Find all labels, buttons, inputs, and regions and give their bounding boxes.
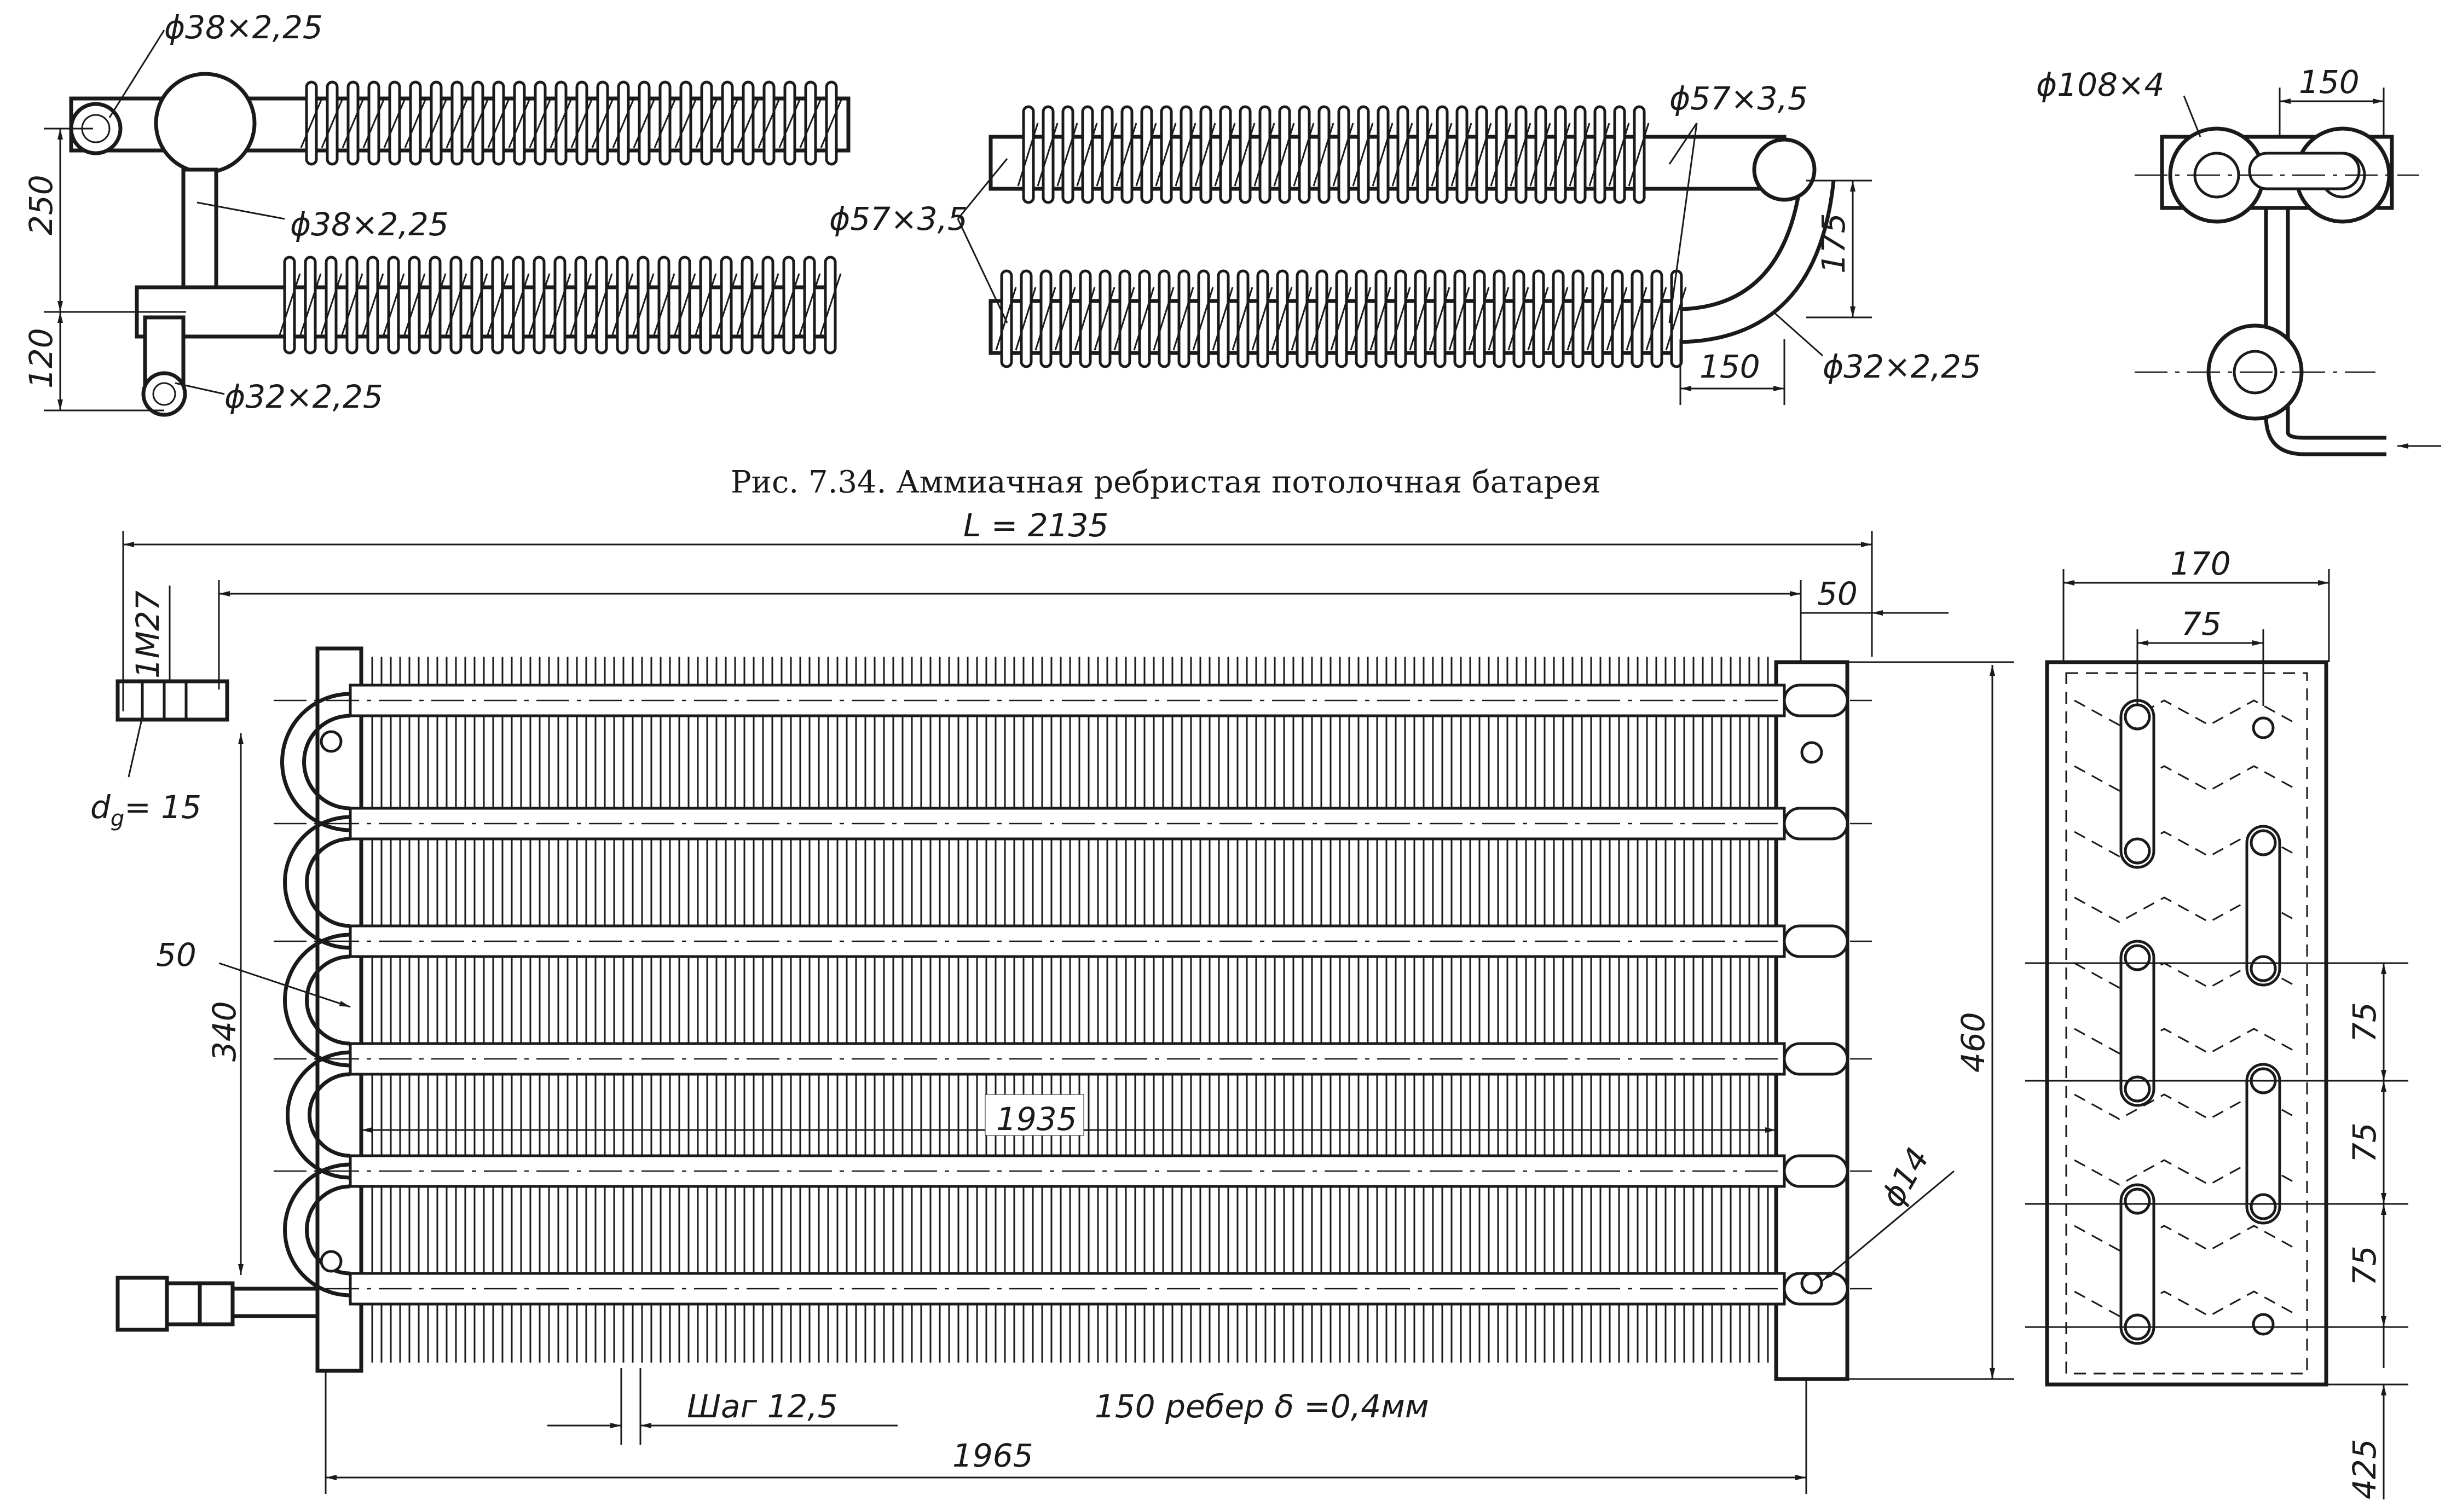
label-d32-left: ϕ32×2,25	[224, 378, 383, 415]
label-dim-75-b: 75	[2346, 1122, 2383, 1163]
label-dg: d	[90, 789, 111, 826]
label-dim-150-bend: 150	[1699, 348, 1760, 385]
label-fins: 150 ребер δ =0,4мм	[1095, 1388, 1429, 1425]
tube-end	[1784, 1156, 1847, 1186]
label-dg-val: = 15	[124, 789, 202, 826]
side-frame	[2047, 662, 2326, 1384]
tube-slot	[2247, 1064, 2280, 1223]
lower-right-fins	[996, 271, 1686, 367]
tube-slot	[2247, 826, 2280, 985]
label-dim-120: 120	[22, 328, 60, 389]
tube-end	[1784, 1044, 1847, 1074]
tube-end	[1784, 808, 1847, 839]
label-dim-425: 425	[2346, 1439, 2383, 1499]
label-dim-250: 250	[22, 175, 60, 235]
top-right-end-view	[2036, 63, 2441, 454]
label-dim-50-top: 50	[1817, 575, 1858, 612]
figure-caption: Рис. 7.34. Аммиачная ребристая потолочная батарея	[731, 465, 1601, 500]
inlet-fitting	[118, 681, 227, 720]
tube-end	[1784, 926, 1847, 957]
svg-text:dg= 15	[90, 789, 201, 831]
outlet-nut-1	[118, 1278, 167, 1330]
label-dim-150-side: 150	[2299, 63, 2360, 101]
label-d38-mid: ϕ38×2,25	[290, 206, 449, 243]
label-d38-top: ϕ38×2,25	[164, 9, 323, 46]
top-left-fragment	[22, 9, 848, 415]
top-middle-fragment	[829, 80, 1981, 405]
label-dim-175: 175	[1815, 213, 1852, 274]
label-dim-50-left: 50	[156, 936, 196, 974]
tube-rows	[274, 685, 1872, 1304]
label-pitch: Шаг 12,5	[687, 1388, 838, 1425]
label-d32-right: ϕ32×2,25	[1823, 348, 1981, 385]
right-end-plate	[1776, 662, 1847, 1379]
tube-slot	[2121, 1185, 2154, 1343]
battery-front-view	[90, 507, 2014, 1494]
label-dim-75-a: 75	[2346, 1002, 2383, 1042]
collector-ball	[156, 74, 255, 172]
bolt-hole	[2253, 1314, 2273, 1334]
bolt-hole	[2253, 718, 2273, 738]
label-dim-1935: 1935	[996, 1100, 1077, 1138]
label-thread: 1M27	[129, 590, 166, 679]
label-dim-75-top: 75	[2181, 605, 2222, 642]
label-dim-460: 460	[1955, 1012, 1992, 1073]
fin-array	[372, 657, 1768, 1363]
label-dim-340: 340	[206, 1001, 243, 1062]
label-d108: ϕ108×4	[2036, 66, 2165, 103]
label-dim-170: 170	[2170, 545, 2231, 582]
label-d14: ϕ14	[1874, 1141, 1937, 1213]
label-dim-75-c: 75	[2346, 1245, 2383, 1286]
label-d57-left: ϕ57×3,5	[829, 200, 968, 237]
label-L: L = 2135	[963, 507, 1109, 544]
label-dim-1965: 1965	[952, 1437, 1033, 1474]
battery-side-view	[2025, 545, 2408, 1499]
label-dg-sub: g	[110, 806, 125, 831]
label-d57-right: ϕ57×3,5	[1669, 80, 1808, 117]
tube-slot	[2121, 700, 2154, 867]
tube-end	[1784, 685, 1847, 716]
